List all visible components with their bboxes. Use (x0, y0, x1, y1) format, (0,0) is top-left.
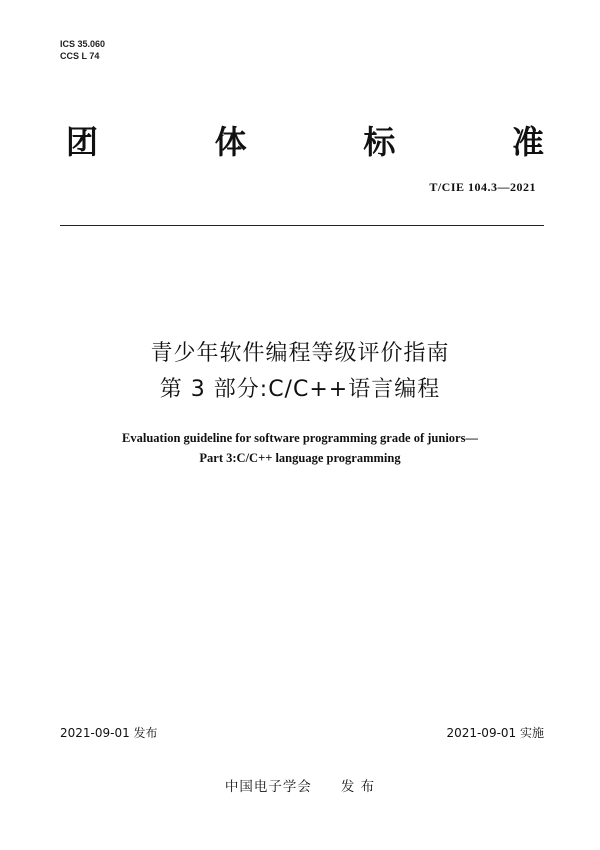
ics-code: ICS 35.060 (60, 39, 106, 49)
chinese-title-line2: 第 3 部分:C/C++语言编程 (159, 377, 441, 402)
title-char-2: 体 (214, 123, 247, 161)
english-title (0, 428, 600, 468)
standard-number: T/CIE 104.3—2021 (429, 180, 536, 194)
english-title-line1: Evaluation guideline for software programming grade of juniors— (122, 431, 478, 445)
release-date: 2021-09-01 发布 (60, 726, 158, 740)
chinese-title-line1: 青少年软件编程等级评价指南 (150, 341, 450, 366)
ccs-code: CCS L 74 (60, 51, 100, 61)
header-divider (60, 225, 544, 226)
standard-category-title (66, 122, 544, 162)
title-char-3: 标 (363, 123, 396, 161)
english-title-line2: Part 3:C/C++ language programming (199, 451, 401, 465)
title-char-4: 准 (511, 123, 544, 161)
title-char-1: 团 (66, 123, 99, 161)
classification-codes (60, 38, 105, 62)
implementation-date: 2021-09-01 实施 (446, 726, 544, 740)
publisher: 中国电子学会 发 布 (224, 779, 376, 795)
chinese-title (0, 336, 600, 408)
